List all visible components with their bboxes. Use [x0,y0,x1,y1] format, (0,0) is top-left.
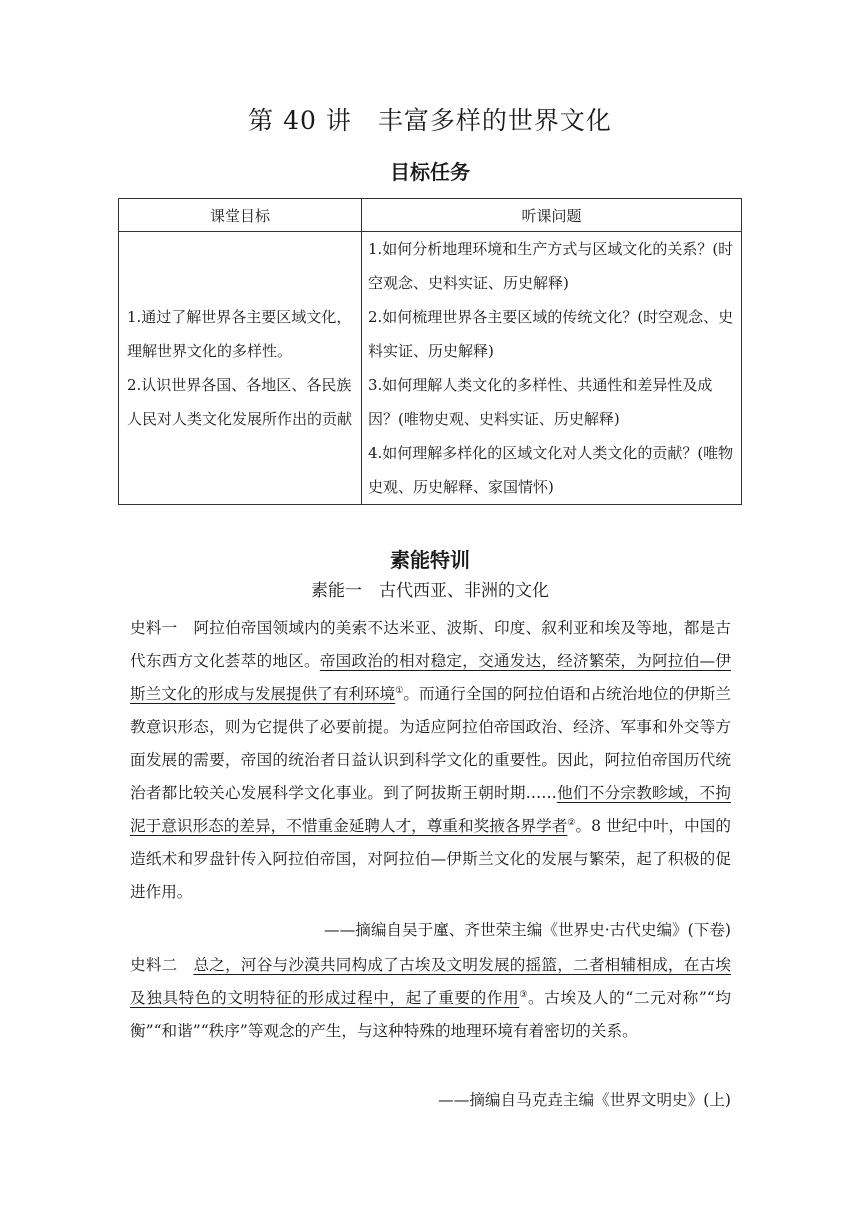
header-classroom-goals: 课堂目标 [119,199,362,232]
source-two-citation: ——摘编自马克垚主编《世界文明史》(上) [438,1091,731,1109]
task-heading: 目标任务 [390,160,470,184]
source-text: 阿拉伯帝国领域内的美索不达米亚、波斯、印度、叙利亚和埃及等地，都是古代东西方文化荟萃的地区。 [130,619,731,670]
sub-heading: 素能一 古代西亚、非洲的文化 [311,581,549,601]
table-body-row [119,232,742,505]
goals-cell [119,232,362,505]
training-heading: 素能特训 [390,548,470,572]
underlined-passage: 帝国政治的相对稳定，交通发达，经济繁荣，为阿拉伯—伊斯兰文化的形成与发展提供了有利环境 [130,652,731,703]
question-item: 2.如何梳理世界各主要区域的传统文化？(时空观念、史料实证、历史解释) [368,308,734,360]
underlined-passage: 总之，河谷与沙漠共同构成了古埃及文明发展的摇篮，二者相辅相成，在古埃及独具特色的文明特征的形成过程中，起了重要的作用 [130,956,731,1007]
question-item: 4.如何理解多样化的区域文化对人类文化的贡献？(唯物史观、历史解释、家国情怀) [368,444,734,496]
source-label: 史料一 [130,619,178,637]
lesson-title: 第 40 讲 丰富多样的世界文化 [248,106,612,135]
source-text: 。8 世纪中叶，中国的造纸术和罗盘针传入阿拉伯帝国，对阿拉伯—伊斯兰文化的发展与繁荣，起了积极的促进作用。 [130,817,731,901]
footnote-marker: ③ [519,990,529,1000]
question-item: 3.如何理解人类文化的多样性、共通性和差异性及成因？(唯物史观、史料实证、历史解释) [368,376,713,428]
footnote-marker: ② [567,818,576,828]
question-item: 1.如何分析地理环境和生产方式与区域文化的关系？(时空观念、史料实证、历史解释) [368,240,734,292]
questions-cell [362,232,742,505]
source-text: 。而通行全国的阿拉伯语和占统治地位的伊斯兰教意识形态，则为它提供了必要前提。为适应阿拉伯帝国政治、经济、军事和外交等方面发展的需要，帝国的统治者日益认识到科学文化的重要性。因此，阿拉伯帝国历代统治者都比较关心发展科学文化事业。到了阿拔斯王朝时期…… [130,685,731,802]
source-text: 。古埃及人的“二元对称”“均衡”“和谐”“秩序”等观念的产生，与这种特殊的地理环境有着密切的关系。 [130,989,731,1040]
source-label: 史料二 [130,956,178,974]
source-one-paragraph [130,612,731,909]
table-header-row [119,199,742,232]
underlined-passage: 他们不分宗教畛域，不拘泥于意识形态的差异，不惜重金延聘人才，尊重和奖掖各界学者 [130,784,731,835]
source-two-paragraph [130,949,731,1048]
source-one-citation: ——摘编自吴于廑、齐世荣主编《世界史·古代史编》(下卷) [324,921,731,939]
goal-item: 2.认识世界各国、各地区、各民族人民对人类文化发展所作出的贡献 [127,376,353,428]
footnote-marker: ① [395,686,404,696]
goals-table [118,198,742,505]
header-questions: 听课问题 [362,199,742,232]
goal-item: 1.通过了解世界各主要区域文化，理解世界文化的多样性。 [127,308,352,360]
